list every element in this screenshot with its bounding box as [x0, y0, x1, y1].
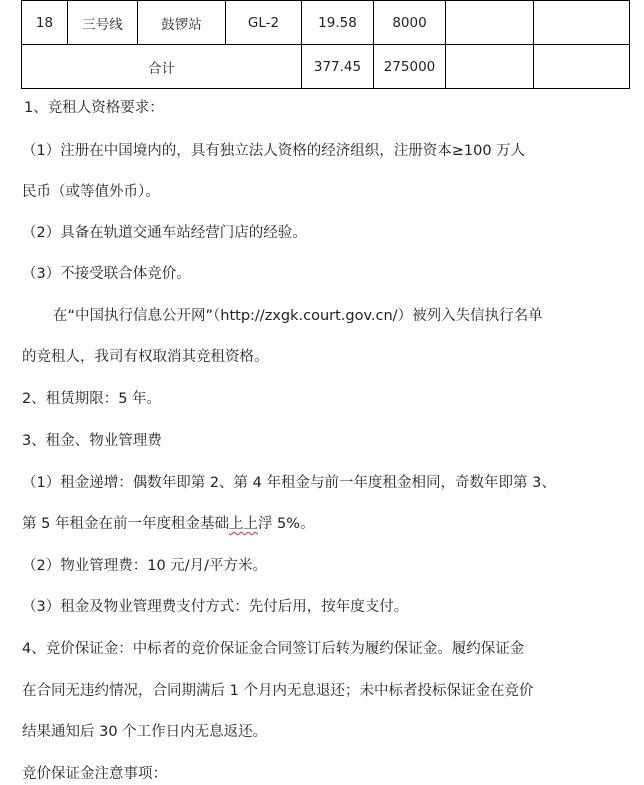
paragraph-line: （2）具备在轨道交通车站经营门店的经验。: [22, 225, 307, 241]
section-lease-term: 2、租赁期限：5 年。: [22, 391, 162, 407]
table-total-row: [22, 45, 630, 89]
paragraph-line: （2）物业管理费：10 元/月/平方米。: [22, 558, 268, 574]
cell-empty: [534, 45, 630, 89]
cell-line: 三号线: [68, 1, 138, 45]
cell-empty: [534, 1, 630, 45]
table-row: [22, 1, 630, 45]
cell-empty: [446, 1, 534, 45]
cell-station: 鼓锣站: [138, 1, 226, 45]
cell-empty: [446, 45, 534, 89]
paragraph-line: 结果通知后 30 个工作日内无息返还。: [22, 724, 268, 740]
paragraph-line: （1）注册在中国境内的，具有独立法人资格的经济组织，注册资本≥100 万人: [22, 143, 526, 159]
text-run: 第 5 年租金在前一年度租金基础: [22, 516, 229, 532]
spellcheck-underlined-text: 上上: [228, 516, 258, 532]
section-qualification-heading: 1、竞租人资格要求：: [24, 100, 164, 116]
cell-no: 18: [22, 1, 68, 45]
section-deposit: 4、竞价保证金：中标者的竞价保证金合同签订后转为履约保证金。履约保证金: [22, 641, 525, 657]
paragraph-line: [22, 514, 644, 534]
paragraph-line: 在“中国执行信息公开网”（http://zxgk.court.gov.cn/）被列入失信执行名单: [53, 308, 543, 324]
paragraph-line: 民币（或等值外币）。: [22, 184, 160, 200]
paragraph-line: （3）租金及物业管理费支付方式：先付后用，按年度支付。: [22, 599, 409, 615]
text-run: 浮 5%。: [257, 516, 315, 532]
paragraph-line: （3）不接受联合体竞价。: [22, 266, 191, 282]
cell-area: 19.58: [302, 1, 374, 45]
paragraph-line: 竞价保证金注意事项：: [22, 766, 167, 782]
total-area: 377.45: [302, 45, 374, 89]
section-rent-heading: 3、租金、物业管理费: [22, 433, 162, 449]
lease-table: [21, 0, 630, 89]
cell-price: 8000: [374, 1, 446, 45]
total-price: 275000: [374, 45, 446, 89]
paragraph-line: （1）租金递增：偶数年即第 2、第 4 年租金与前一年度租金相同，奇数年即第 3、: [22, 475, 556, 491]
paragraph-line: 的竞租人，我司有权取消其竞租资格。: [22, 349, 269, 365]
cell-code: GL-2: [226, 1, 302, 45]
paragraph-line: 在合同无违约情况，合同期满后 1 个月内无息退还；未中标者投标保证金在竞价: [22, 683, 534, 699]
total-label: 合计: [22, 45, 302, 89]
